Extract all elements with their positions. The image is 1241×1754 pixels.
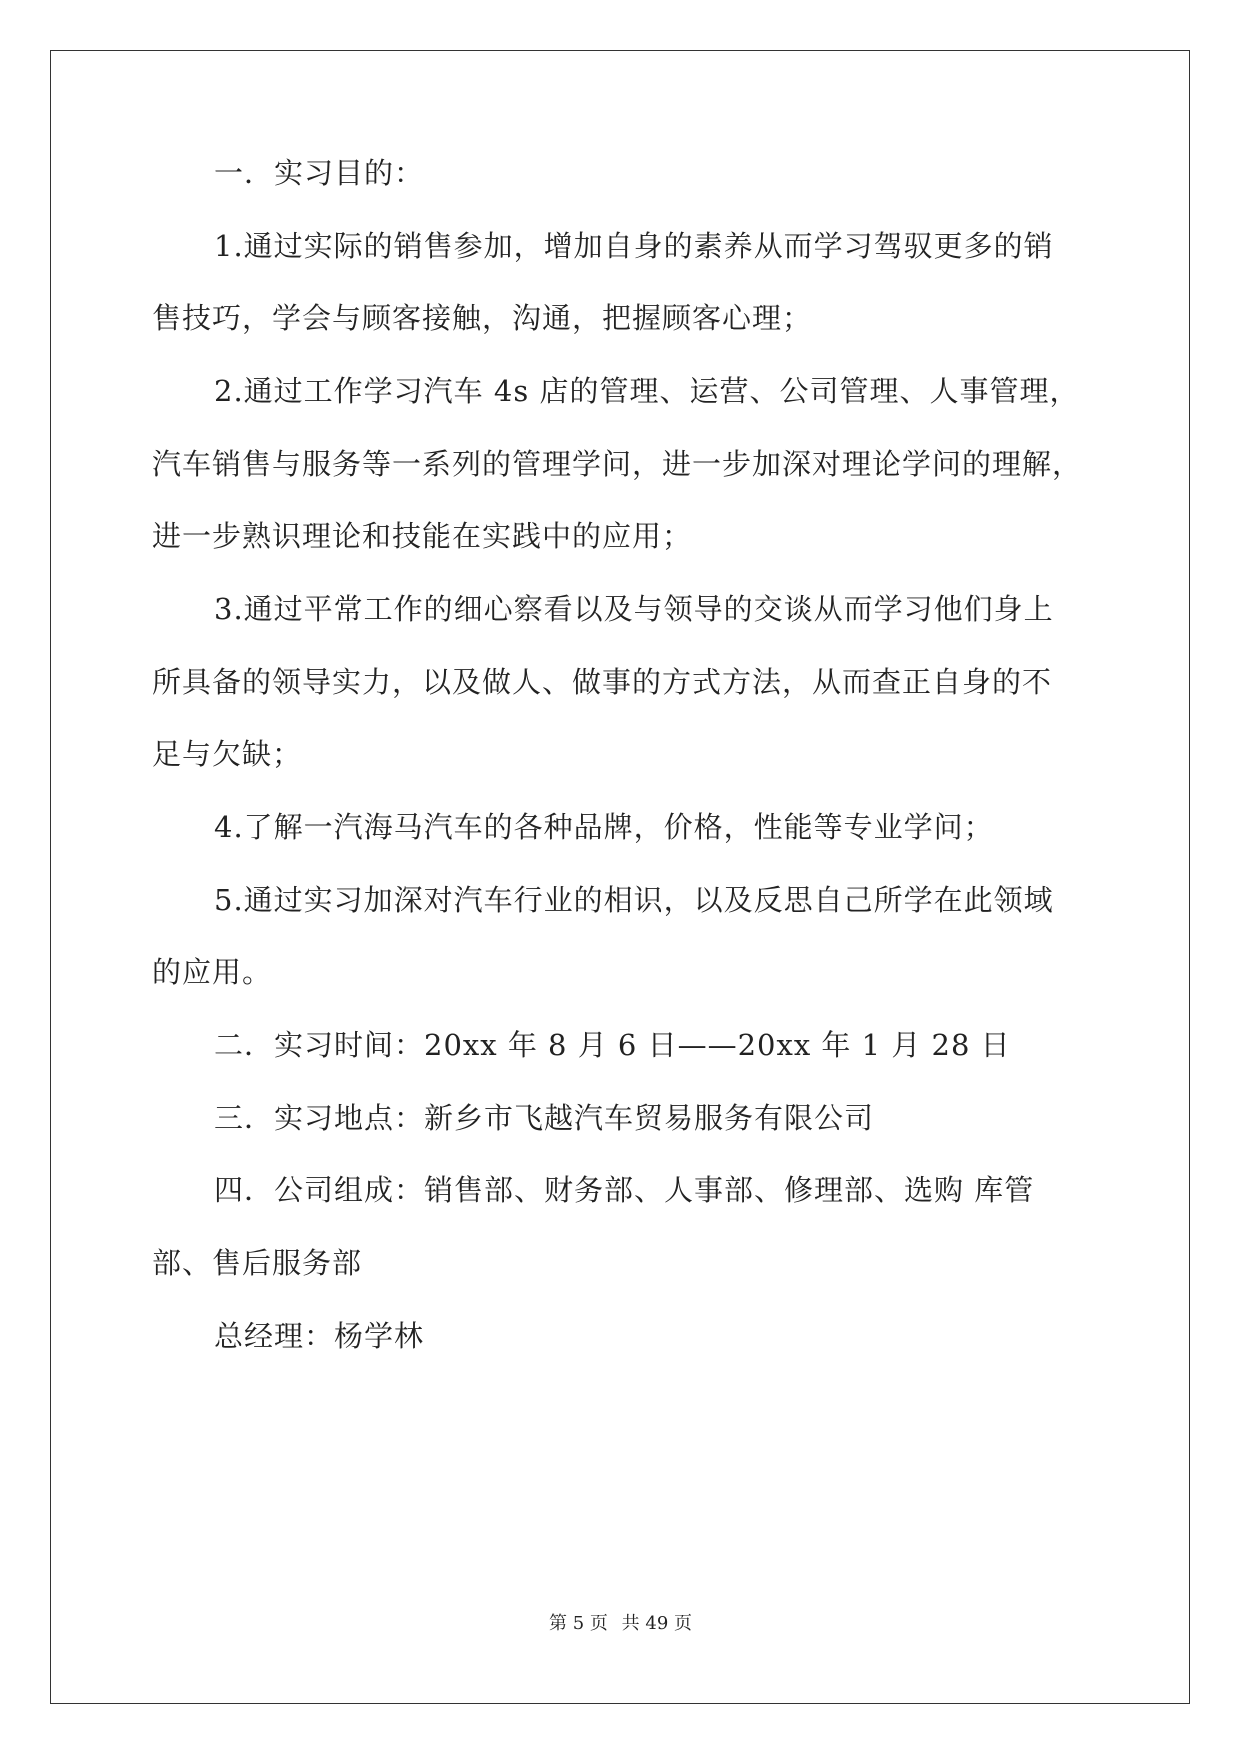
heading-internship-time: 二．实习时间：20xx 年 8 月 6 日——20xx 年 1 月 28 日 bbox=[214, 1028, 1011, 1062]
paragraph-line: 1.通过实际的销售参加，增加自身的素养从而学习驾驭更多的销 bbox=[214, 229, 1054, 263]
paragraph-line: 售技巧，学会与顾客接触，沟通，把握顾客心理； bbox=[152, 301, 813, 335]
page-number: 第 5 页 bbox=[549, 1613, 608, 1634]
paragraph-line: 部、售后服务部 bbox=[152, 1246, 363, 1280]
paragraph-line: 所具备的领导实力，以及做人、做事的方式方法，从而查正自身的不 bbox=[152, 665, 1053, 699]
paragraph-line: 足与欠缺； bbox=[152, 737, 303, 771]
general-manager-line: 总经理：杨学林 bbox=[214, 1319, 425, 1353]
heading-internship-purpose: 一．实习目的： bbox=[214, 156, 425, 190]
paragraph-line: 的应用。 bbox=[152, 955, 273, 989]
paragraph-line: 3.通过平常工作的细心察看以及与领导的交谈从而学习他们身上 bbox=[214, 592, 1054, 626]
page-footer bbox=[0, 1612, 1241, 1636]
paragraph-line: 4.了解一汽海马汽车的各种品牌，价格，性能等专业学问； bbox=[214, 810, 994, 844]
heading-internship-location: 三．实习地点：新乡市飞越汽车贸易服务有限公司 bbox=[214, 1101, 875, 1135]
paragraph-line: 2.通过工作学习汽车 4s 店的管理、运营、公司管理、人事管理， bbox=[214, 374, 1080, 408]
page-total: 共 49 页 bbox=[621, 1613, 692, 1634]
paragraph-line: 进一步熟识理论和技能在实践中的应用； bbox=[152, 519, 693, 553]
paragraph-line: 5.通过实习加深对汽车行业的相识，以及反思自己所学在此领域 bbox=[214, 883, 1054, 917]
heading-company-structure: 四．公司组成：销售部、财务部、人事部、修理部、选购 库管 bbox=[214, 1173, 1035, 1207]
paragraph-line: 汽车销售与服务等一系列的管理学问，进一步加深对理论学问的理解， bbox=[152, 447, 1083, 481]
